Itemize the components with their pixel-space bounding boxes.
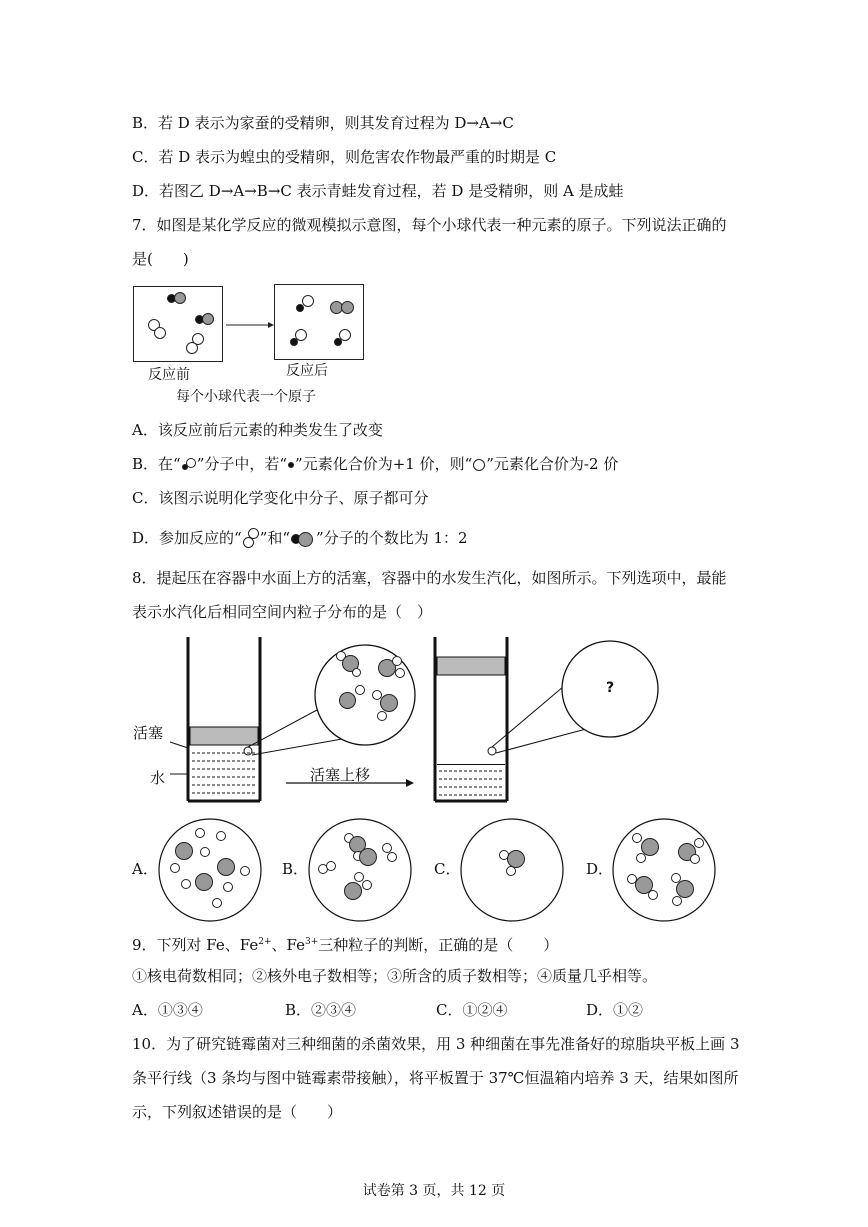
q9-option-a: A．①③④ [132, 1001, 203, 1019]
q7-option-d [132, 528, 468, 550]
q6-option-d: D．若图乙 D→A→B→C 表示青蛙发育过程，若 D 是受精卵，则 A 是成蛙 [132, 182, 624, 200]
q7-option-b [132, 454, 618, 474]
option-c-label: C． [434, 860, 461, 878]
after-box [274, 284, 364, 360]
q9-stem-part1: 9．下列对 Fe、Fe [132, 936, 259, 954]
black-atom [334, 338, 342, 346]
label-piston: 活塞 [133, 724, 164, 742]
oxygen-atom [380, 694, 398, 712]
white-atom [302, 295, 314, 307]
gray-atom [174, 292, 186, 304]
gray-atom [341, 301, 354, 314]
q9-stem-part3: 三种粒子的判断，正确的是（ ） [318, 936, 559, 954]
q10-line1: 10．为了研究链霉菌对三种细菌的杀菌效果，用 3 种细菌在事先准备好的琼脂块平板上画 3 [132, 1035, 740, 1053]
q7-option-a: A．该反应前后元素的种类发生了改变 [132, 421, 383, 439]
fe3-charge: 3+ [305, 937, 319, 947]
opt-d-text-1: D．参加反应的“ [132, 529, 242, 547]
opt-b-text-1: B．在“ [132, 455, 181, 473]
white-atom [186, 342, 198, 354]
option-d-circle [612, 818, 716, 922]
option-b-label: B． [282, 860, 309, 878]
q8-stem-line2: 表示水汽化后相同空间内粒子分布的是（ ） [132, 603, 433, 621]
q8-stem-line1: 8．提起压在容器中水面上方的活塞，容器中的水发生汽化，如图所示。下列选项中，最能 [132, 569, 727, 587]
page-footer: 试卷第 3 页，共 12 页 [362, 1183, 506, 1199]
option-d-label: D． [586, 860, 614, 878]
q7-stem-line2: 是( ) [132, 250, 189, 268]
black-gray-molecule-icon [290, 531, 316, 547]
opt-b-text-2: ”分子中，若“ [196, 455, 288, 473]
option-a-label: A． [132, 860, 158, 878]
black-white-molecule-icon [181, 458, 197, 472]
label-piston-moves-up: 活塞上移 [310, 766, 371, 784]
black-atom [290, 338, 298, 346]
hydrogen-atom [392, 656, 402, 666]
hydrogen-atom [395, 668, 405, 678]
oxygen-atom [339, 692, 356, 709]
label-after: 反应后 [286, 363, 328, 379]
white-atom [154, 327, 166, 339]
opt-b-text-4: ”元素化合价为-2 价 [486, 455, 619, 473]
fe2-charge: 2+ [258, 937, 272, 947]
q9-option-b: B．②③④ [285, 1001, 357, 1019]
q9-option-d: D．①② [586, 1001, 644, 1019]
question-mark: ? [606, 680, 615, 696]
q9-stem-part2: 、Fe [271, 936, 305, 954]
q9-option-c: C．①②④ [436, 1001, 508, 1019]
diagram-caption: 每个小球代表一个原子 [176, 389, 316, 405]
q10-line2: 条平行线（3 条均与图中链霉素带接触），将平板置于 37℃恒温箱内培养 3 天，结果如图所 [132, 1069, 739, 1087]
hydrogen-atom [355, 685, 365, 695]
white-white-molecule-icon [242, 528, 260, 550]
container-diagram [130, 633, 730, 813]
q6-option-c: C．若 D 表示为蝗虫的受精卵，则危害农作物最严重的时期是 C [132, 148, 557, 166]
black-atom-icon [287, 460, 295, 470]
before-box [133, 286, 223, 362]
label-before: 反应前 [148, 367, 190, 383]
opt-b-text-3: ”元素化合价为+1 价，则“ [295, 455, 473, 473]
q9-statements: ①核电荷数相同；②核外电子数相等；③所含的质子数相等；④质量几乎相等。 [132, 967, 658, 985]
q9-stem [132, 932, 558, 955]
q7-stem-line1: 7．如图是某化学反应的微观模拟示意图，每个小球代表一种元素的原子。下列说法正确的 [132, 216, 727, 234]
q6-option-b: B．若 D 表示为家蚕的受精卵，则其发育过程为 D→A→C [132, 114, 514, 132]
opt-d-text-2: ”和“ [259, 529, 291, 547]
white-atom-icon [472, 458, 486, 472]
opt-d-text-3: ”分子的个数比为 1：2 [316, 529, 468, 547]
black-atom [296, 304, 304, 312]
hydrogen-atom [377, 711, 387, 721]
q7-option-c: C．该图示说明化学变化中分子、原子都可分 [132, 489, 429, 507]
gray-atom [202, 313, 214, 325]
label-water: 水 [150, 769, 166, 787]
hydrogen-atom [352, 668, 361, 677]
q10-line3: 示，下列叙述错误的是（ ） [132, 1103, 343, 1121]
